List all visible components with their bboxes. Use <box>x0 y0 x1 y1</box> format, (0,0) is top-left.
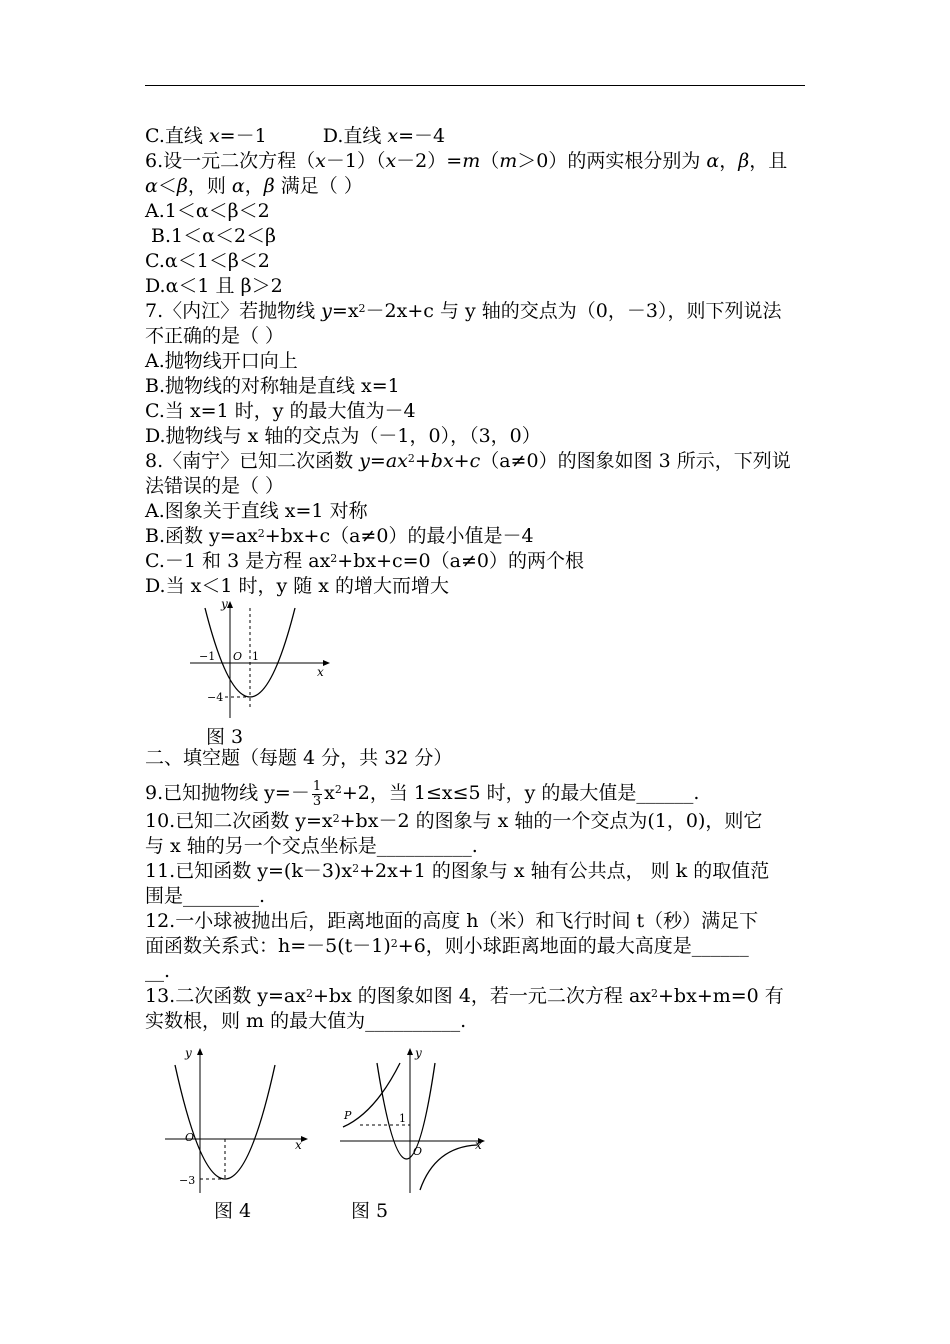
fig3-one-label: 1 <box>252 650 259 663</box>
q7-option-b: B.抛物线的对称轴是直线 x=1 <box>145 375 400 397</box>
fig5-y-label: y <box>415 1046 422 1060</box>
q7-option-a: A.抛物线开口向上 <box>145 350 298 372</box>
section-2-title: 二、填空题（每题 4 分，共 32 分） <box>145 747 453 769</box>
q10-line2: 与 x 轴的另一个交点坐标是__________. <box>145 835 478 857</box>
q6-option-c: C.α＜1＜β＜2 <box>145 250 270 272</box>
fig3-y-label: y <box>221 598 228 611</box>
fig4-neg3-label: −3 <box>179 1174 196 1187</box>
document-body <box>145 124 810 599</box>
q8-option-c: C.－1 和 3 是方程 $ax^2+bx+c=0(a\ne 0)$的两个根 <box>145 550 584 572</box>
q5-options: C.直线 x=－1 D.直线 x=－4 <box>145 125 446 147</box>
fig5-x-label: x <box>475 1138 482 1152</box>
q12-line3: __. <box>145 960 171 982</box>
fig3-neg1-label: −1 <box>199 650 216 663</box>
q12-line2: 面函数关系式：$h=-5(t-1)^2+6$，则小球距离地面的最大高度是______ <box>145 935 749 957</box>
q6-option-a: A.1＜α＜β＜2 <box>145 200 270 222</box>
q7-line1: 7.〈内江〉若抛物线 $y=x^2-2x+c$ 与 y 轴的交点为（0，－3），则下列说法 <box>145 300 782 322</box>
figure-3-graph <box>185 598 335 718</box>
figure-5-graph <box>335 1045 490 1195</box>
q9: 9.已知抛物线 y=－ $\frac{1}{3}$ $x^2+2$，当 1≤x≤5 时，y 的最大值是______. <box>145 778 700 809</box>
q7-option-c: C.当 x=1 时，y 的最大值为－4 <box>145 400 416 422</box>
figure-3-caption: 图 3 <box>206 726 244 748</box>
fig5-p-label: P <box>344 1109 352 1122</box>
q13-line2: 实数根，则 m 的最大值为__________. <box>145 1010 467 1032</box>
fig4-x-label: x <box>295 1138 302 1152</box>
q7-line2: 不正确的是（ ） <box>145 325 285 347</box>
fig5-one-label: 1 <box>399 1112 406 1125</box>
q12-line1: 12.一小球被抛出后，距离地面的高度 h（米）和飞行时间 t（秒）满足下 <box>145 910 759 932</box>
q8-option-d: D.当 x＜1 时，y 随 x 的增大而增大 <box>145 575 450 597</box>
fill-in-section <box>145 746 810 1034</box>
q6-line1: 6.设一元二次方程（x－1）（x－2）=m（m＞0）的两实根分别为 α，β，且 <box>145 150 788 172</box>
q8-option-b: B.函数 $y=ax^2+bx+c(a\ne 0)$的最小值是－4 <box>145 525 534 547</box>
fig3-origin-label: O <box>233 650 243 663</box>
q8-line1: 8.〈南宁〉已知二次函数 $y=ax^2+bx+c(a\ne 0)$的图象如图 3 所示，下列说 <box>145 450 791 472</box>
q8-line2: 法错误的是（ ） <box>145 475 285 497</box>
header-rule <box>145 85 805 86</box>
figure-4-caption: 图 4 <box>214 1200 252 1222</box>
fig4-origin-label: O <box>185 1131 195 1144</box>
q10-line1: 10.已知二次函数 $y=x^2+bx-2$ 的图象与 x 轴的一个交点为(1，0)，则它 <box>145 810 763 832</box>
fig5-origin-label: O <box>413 1145 423 1158</box>
fig3-x-label: x <box>317 665 324 679</box>
figure-5-caption: 图 5 <box>351 1200 389 1222</box>
q9-fraction: $\frac{1}{3}$ <box>312 778 322 809</box>
fig4-y-label: y <box>185 1046 192 1060</box>
q6-option-b: B.1＜α＜2＜β <box>145 225 277 247</box>
q6-option-d: D.α＜1 且 β＞2 <box>145 275 283 297</box>
q6-line2: α＜β，则 α，β 满足（ ） <box>145 175 363 197</box>
q8-option-a: A.图象关于直线 x=1 对称 <box>145 500 368 522</box>
q11-line1: 11.已知函数 $y=(k-3)x^2+2x+1$ 的图象与 x 轴有公共点， 则 k 的取值范 <box>145 860 770 882</box>
q11-line2: 围是________. <box>145 885 266 907</box>
q7-option-d: D.抛物线与 x 轴的交点为（－1，0），（3，0） <box>145 425 541 447</box>
q13-line1: 13.二次函数 $y=ax^2+bx$ 的图象如图 4，若一元二次方程 $ax^2+bx+m=0$ 有 <box>145 985 784 1007</box>
fig3-neg4-label: −4 <box>207 691 224 704</box>
figure-4-graph <box>165 1045 315 1195</box>
